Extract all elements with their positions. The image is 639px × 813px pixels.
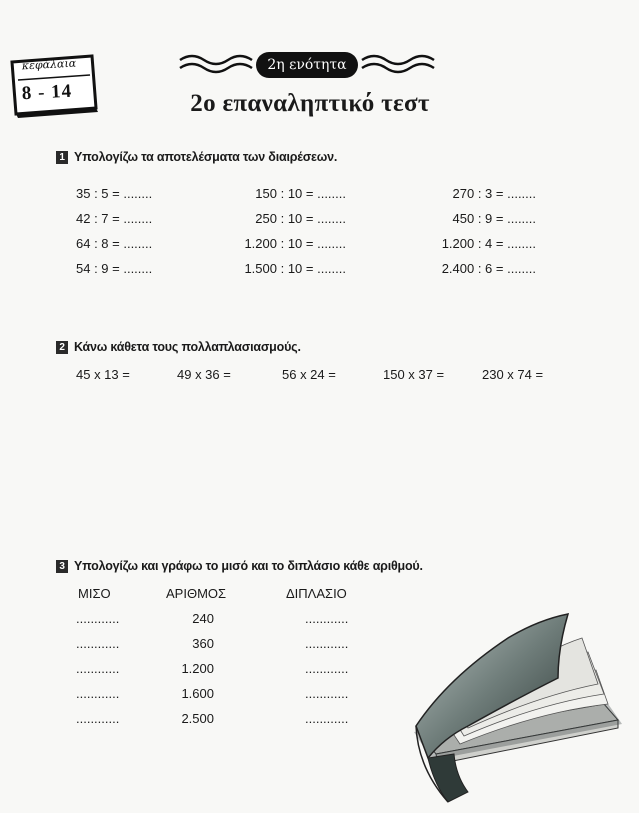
exercise-1-header <box>56 150 337 164</box>
division-item: 42 : 7 = ........ <box>76 211 153 226</box>
division-item: 1.200 : 4 = ........ <box>441 236 536 251</box>
multiplication-item: 45 x 13 = <box>76 367 130 382</box>
double-blank: ............ <box>305 611 349 626</box>
exercise-3-instruction: Υπολογίζω και γράφω το μισό και το διπλάσιο κάθε αριθμού. <box>74 559 423 573</box>
division-item: 1.500 : 10 = ........ <box>244 261 346 276</box>
half-blank: ............ <box>76 636 120 651</box>
division-item: 64 : 8 = ........ <box>76 236 153 251</box>
double-blank: ............ <box>305 686 349 701</box>
division-item: 1.200 : 10 = ........ <box>244 236 346 251</box>
number-value: 360 <box>192 636 214 651</box>
division-item: 450 : 9 = ........ <box>452 211 536 226</box>
multiplication-item: 230 x 74 = <box>482 367 544 382</box>
chapter-sign-label: κεφάλαια <box>21 56 77 73</box>
division-item: 270 : 3 = ........ <box>452 186 536 201</box>
division-item: 150 : 10 = ........ <box>255 186 346 201</box>
half-blank: ............ <box>76 661 120 676</box>
multiplication-item: 49 x 36 = <box>177 367 231 382</box>
number-value: 2.500 <box>181 711 214 726</box>
column-header-number: ΑΡΙΘΜΟΣ <box>166 586 227 601</box>
number-value: 240 <box>192 611 214 626</box>
half-blank: ............ <box>76 686 120 701</box>
division-item: 250 : 10 = ........ <box>255 211 346 226</box>
chapter-sign-range: 8 - 14 <box>21 80 73 105</box>
exercise-1-number: 1 <box>56 151 68 164</box>
double-blank: ............ <box>305 661 349 676</box>
exercise-2-header <box>56 340 301 354</box>
half-blank: ............ <box>76 711 120 726</box>
exercise-3-header <box>56 559 423 573</box>
exercise-1-instruction: Υπολογίζω τα αποτελέσματα των διαιρέσεων. <box>74 150 338 164</box>
division-item: 2.400 : 6 = ........ <box>441 261 536 276</box>
number-value: 1.200 <box>181 661 214 676</box>
book-illustration <box>408 608 636 808</box>
exercise-3-number: 3 <box>56 560 68 573</box>
half-blank: ............ <box>76 611 120 626</box>
number-value: 1.600 <box>181 686 214 701</box>
column-header-double: ΔΙΠΛΑΣΙΟ <box>286 586 347 601</box>
multiplication-item: 56 x 24 = <box>282 367 336 382</box>
exercise-2-instruction: Κάνω κάθετα τους πολλαπλασιασμούς. <box>74 340 301 354</box>
page-title: 2ο επαναληπτικό τεστ <box>190 90 430 117</box>
division-item: 54 : 9 = ........ <box>76 261 153 276</box>
column-header-half: ΜΙΣΟ <box>78 586 111 601</box>
multiplication-item: 150 x 37 = <box>383 367 445 382</box>
division-item: 35 : 5 = ........ <box>76 186 153 201</box>
unit-badge: 2η ενότητα <box>256 52 358 78</box>
double-blank: ............ <box>305 636 349 651</box>
double-blank: ............ <box>305 711 349 726</box>
exercise-2-number: 2 <box>56 341 68 354</box>
